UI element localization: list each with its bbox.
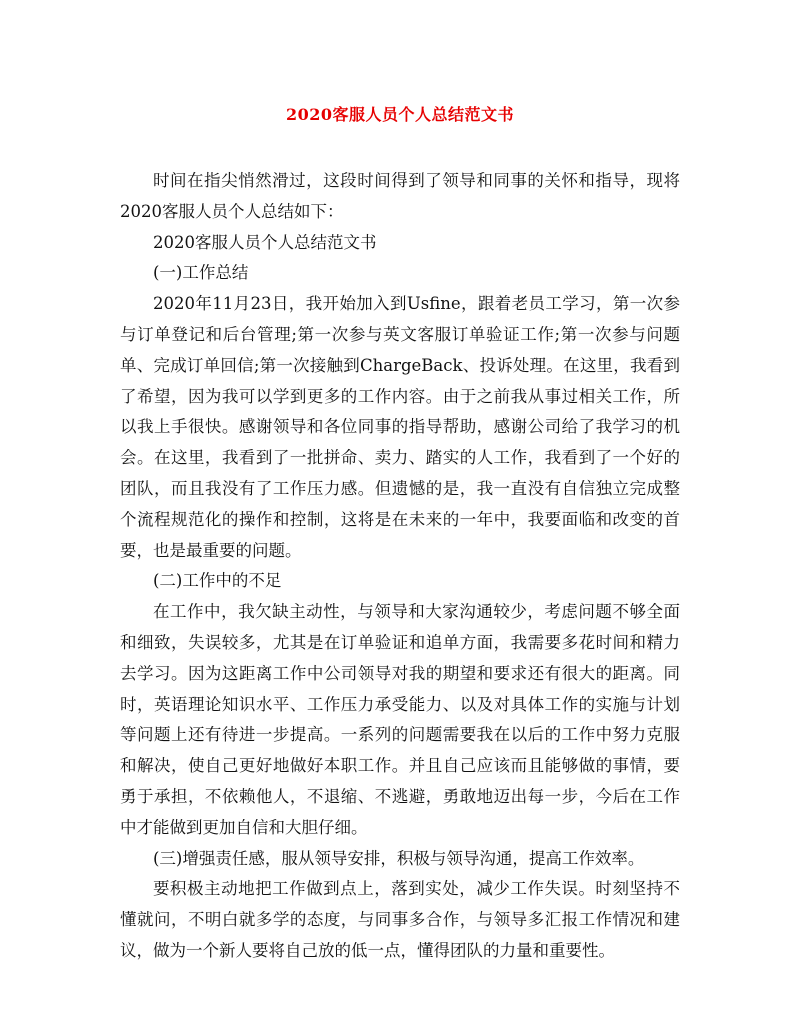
heading-work-summary: (一)工作总结 <box>153 263 249 283</box>
section-title: 2020客服人员个人总结范文书 <box>153 232 377 252</box>
paragraph-shortcomings: 在工作中，我欠缺主动性，与领导和大家沟通较少，考虑问题不够全面和细致，失误较多，尤其是在订单验证和追单方面，我需要多花时间和精力去学习。因为这距离工作中公司领导对我的期望和要求还有很大的距离。同时，英语理论知识水平、工作压力承受能力、以及对具体工作的实施与计划等问题上还有待进一步提高。一系列的问题需要我在以后的工作中努力克服和解决，使自己更好地做好本职工作。并且自己应该而且能够做的事情，要勇于承担，不依赖他人，不退缩、不逃避，勇敢地迈出每一步，今后在工作中才能做到更加自信和大胆仔细。 <box>120 602 680 837</box>
paragraph-work-summary: 2020年11月23日，我开始加入到Usfine，跟着老员工学习，第一次参与订单登记和后台管理;第一次参与英文客服订单验证工作;第一次参与问题单、完成订单回信;第一次接触到ChargeBack、投诉处理。在这里，我看到了希望，因为我可以学到更多的工作内容。由于之前我从事过相关工作，所以我上手很快。感谢领导和各位同事的指导帮助，感谢公司给了我学习的机会。在这里，我看到了一批拼命、卖力、踏实的人工作，我看到了一个好的团队，而且我没有了工作压力感。但遗憾的是，我一直没有自信独立完成整个流程规范化的操作和控制，这将是在未来的一年中，我要面临和改变的首要，也是最重要的问题。 <box>120 294 680 560</box>
heading-shortcomings: (二)工作中的不足 <box>153 571 282 591</box>
heading-responsibility: (三)增强责任感，服从领导安排，积极与领导沟通，提高工作效率。 <box>153 848 645 868</box>
document-title: 2020客服人员个人总结范文书 <box>285 105 515 124</box>
paragraph-responsibility: 要积极主动地把工作做到点上，落到实处，减少工作失误。时刻坚持不懂就问，不明白就多学的态度，与同事多合作，与领导多汇报工作情况和建议，做为一个新人要将自己放的低一点，懂得团队的力量和重要性。 <box>120 879 680 960</box>
paragraph-intro: 时间在指尖悄然滑过，这段时间得到了领导和同事的关怀和指导，现将2020客服人员个人总结如下： <box>120 171 680 221</box>
document-body <box>120 166 680 967</box>
